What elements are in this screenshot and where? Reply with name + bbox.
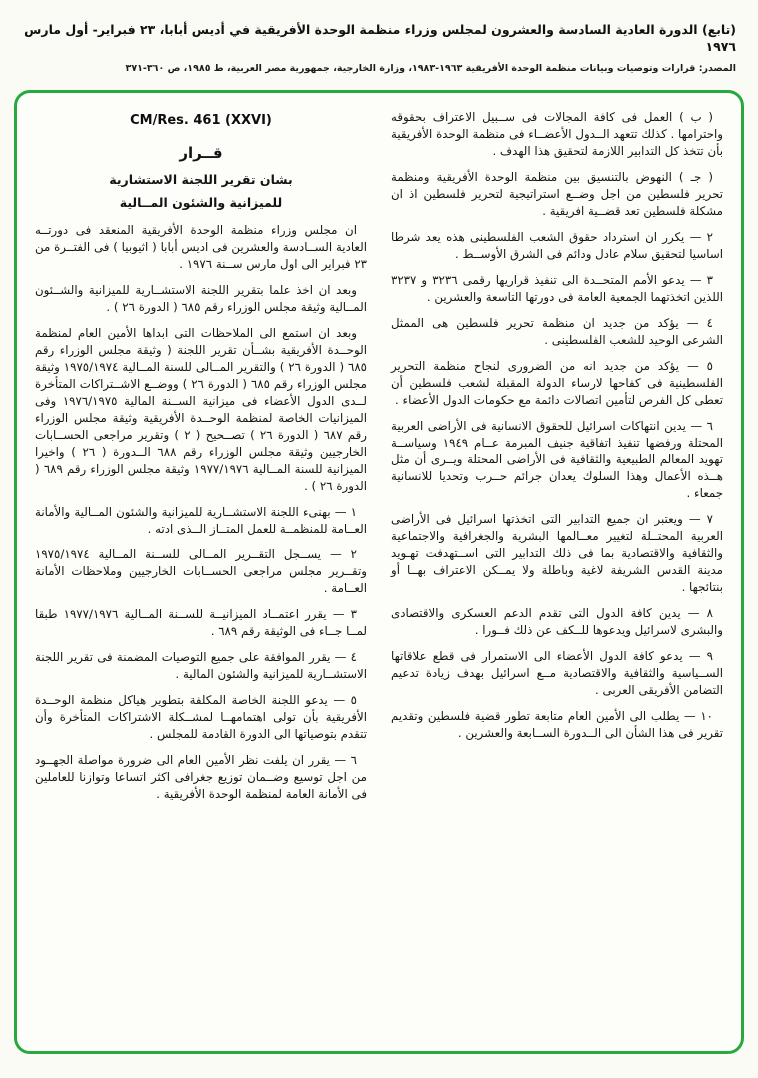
continuation-paragraph: ( ب ) العمل فى كافة المجالات فى ســبيل الاعتراف بحقوقه واحترامها . كذلك تتعهد الــدول الأعضــاء فى منظمة الوحدة الأفريقية بأن تتخذ كل التدابير اللازمة لتحقيق هذا الهدف . (391, 109, 723, 158)
resolution-paragraph: ٢ — يســجل التقــرير المــالى للســنة المــالية ١٩٧٥/١٩٧٤ وتقــرير مجلس مراجعى الحســابات الخارجيين وملاحظات الأمانة العــامة . (35, 547, 367, 596)
document-reference: CM/Res. 461 (XXVI) (130, 112, 272, 128)
continuation-paragraph: ٢ — يكرر ان استرداد حقوق الشعب الفلسطينى هذه يعد شرطا اساسيا لتحقيق سلام عادل ودائم فى الشرق الأوســط . (391, 229, 723, 261)
column-continuation (391, 109, 723, 1033)
resolution-paragraph: وبعد ان اخذ علما بتقرير اللجنة الاستشــارية للميزانية والشــئون المــالية وثيقة مجلس الوزراء رقم ٦٨٥ ( الدورة ٢٦ ) . (35, 282, 367, 314)
resolution-paragraph: ٣ — يقرر اعتمــاد الميزانيــة للســنة المــالية ١٩٧٧/١٩٧٦ طبقا لمــا جــاء فى الوثيقة رقم ٦٨٩ . (35, 607, 367, 639)
continuation-paragraph: ٧ — ويعتبر ان جميع التدابير التى اتخذتها اسرائيل فى الأراضى العربية المحتــلة لتغيير معــالمها البشرية والجغرافية والاجتماعية والثقافية والاقتصادية بما فى ذلك التدابير التى اســتهدفت تهـويد مدينة القدس الشريفة لاغية وباطلة ولا يمــكن الاعتراف بهــا أو بنتائجها . (391, 512, 723, 595)
continuation-paragraph: ٨ — يدين كافة الدول التى تقدم الدعم العسكرى والاقتصادى والبشرى لاسرائيل ويدعوها للــكف عن ذلك فــورا . (391, 606, 723, 638)
resolution-paragraphs (35, 222, 367, 804)
continuation-paragraph: ١٠ — يطلب الى الأمين العام متابعة تطور قضية فلسطين وتقديم تقرير فى هذا الشأن الى الــدورة الســابعة والعشرين . (391, 709, 723, 741)
header-source-line: المصدر: قرارات وتوصيات وبيانات منظمة الوحدة الأفريقية ١٩٦٣-١٩٨٣، وزارة الخارجية، جمهورية مصر العربية، ط ١٩٨٥، ص ٣٦٠-٣٧١ (125, 62, 736, 74)
resolution-paragraph: ١ — بهنىء اللجنة الاستشــارية للميزانية والشئون المــالية والأمانة العــامة للمنظمــة للعمل المتــاز الــذى ادته . (35, 504, 367, 536)
column-resolution (35, 109, 367, 1033)
resolution-paragraph: ان مجلس وزراء منظمة الوحدة الأفريقية المنعقد فى دورتــه العادية الســادسة والعشرين فى اديس أبابا ( اثيوبيا ) فى الفتــرة من ٢٣ فبراير الى اول مارس ســنة ١٩٧٦ . (35, 222, 367, 271)
continuation-paragraph: ٦ — يدين انتهاكات اسرائيل للحقوق الانسانية فى الأراضى العربية المحتلة ورفضها تنفيذ اتفاقية جنيف المبرمة عــام ١٩٤٩ وسياســة تهويد المعالم الطبيعية والثقافية فى الأراضى المحتلة ويــرى أن مثل هــذه الأعمال وهذا السلوك يعدان جرائم حــرب وتحديا للانسانية جمعاء . (391, 418, 724, 501)
resolution-paragraph: وبعد ان استمع الى الملاحظات التى ابداها الأمين العام لمنظمة الوحــدة الأفريقية بشــأن تقرير اللجنة ( وثيقة مجلس الوزراء رقم ٦٨٥ ( الدورة ٢٦ ) والتقرير المــالى للسنة المــالية ١٩٧٥/١٩٧٤ وثيقة مجلس الوزراء رقم ٦٨٥ ( الدورة ٢٦ ) ووضــع الاشــتراكات المتأخرة لــدى الدول الأعضاء فى ميزانية الســنة المالية ١٩٧٦/١٩٧٥ وفى الميزانيات الخاصة لمنظمة الوحــدة الأفريقية وثيقة مجلس الوزراء رقم ٦٨٧ ( الدورة ٢٦ ) تصــحيح ( ٢ ) وتقرير مراجعى الحســابات الخارجيين وثيقة مجلس الوزراء رقم ٦٨٨ الــدورة ( ٢٦ ) واخيرا الميزانية للسنة المــالية ١٩٧٧/١٩٧٦ وثيقة مجلس الوزراء رقم ٦٨٩ ( الدورة ٢٦ ) . (35, 325, 367, 493)
resolution-subtitle-line1: بشان تقرير اللجنة الاستشارية (109, 171, 293, 187)
continuation-paragraph: ٥ — يؤكد من جديد انه من الضرورى لنجاح منظمة التحرير الفلسطينية فى كفاحها لارساء الدولة المقبلة لشعب فلسطين أن تعطى كل الفرص لتأمين اتصالات دائمة مع حكومات الدول الأعضاء . (391, 358, 723, 407)
continuation-paragraph: ٤ — يؤكد من جديد ان منظمة تحرير فلسطين هى الممثل الشرعى الوحيد للشعب الفلسطينى . (391, 315, 723, 347)
two-column-layout (35, 109, 723, 1033)
header-session-line: (تابع) الدورة العادية السادسة والعشرون لمجلس وزراء منظمة الوحدة الأفريقية في أديس أبابا، ٢٣ فبراير- أول مارس ١٩٧٦ (24, 22, 736, 54)
page-header (0, 0, 758, 74)
resolution-paragraph: ٥ — يدعو اللجنة الخاصة المكلفة بتطوير هياكل منظمة الوحــدة الأفريقية بأن تولى اهتمامهــا لمشــكلة الاشتراكات المتأخرة وأن تتقدم بتوصياتها الى الدورة القادمة للمجلس . (35, 693, 367, 742)
resolution-paragraph: ٦ — يقرر ان يلفت نظر الأمين العام الى ضرورة مواصلة الجهــود من اجل توسيع وضــمان توزيع جغرافى اكثر اتساعا وتوازنا للعاملين فى الأمانة العامة لمنظمة الوحدة الأفريقية . (35, 753, 367, 802)
green-border-frame (14, 90, 744, 1054)
resolution-paragraph: ٤ — يقرر الموافقة على جميع التوصيات المضمنة فى تقرير اللجنة الاستشــارية للميزانية والشئون المالية . (35, 650, 367, 682)
continuation-paragraph: ٩ — يدعو كافة الدول الأعضاء الى الاستمرار فى قطع علاقاتها الســياسية والثقافية والاقتصادية مــع اسرائيل بهدف زيادة تدعيم التضامن الأفريقى العربى . (391, 649, 723, 698)
resolution-subtitle-line2: للميزانية والشئون المــالية (119, 194, 283, 210)
resolution-title: قــرار (179, 143, 223, 162)
continuation-paragraph: ٣ — يدعو الأمم المتحــدة الى تنفيذ قراريها رقمى ٣٢٣٦ و ٣٢٣٧ اللذين اتخذتهما الجمعية العامة فى دورتها التاسعة والعشرين . (391, 272, 723, 304)
continuation-paragraph: ( جـ ) النهوض بالتنسيق بين منظمة الوحدة الأفريقية ومنظمة تحرير فلسطين من اجل وضــع استراتيجية لتحرير فلسطين اذ ان مشكلة فلسطين تعد قضــية افريقية . (391, 169, 723, 218)
